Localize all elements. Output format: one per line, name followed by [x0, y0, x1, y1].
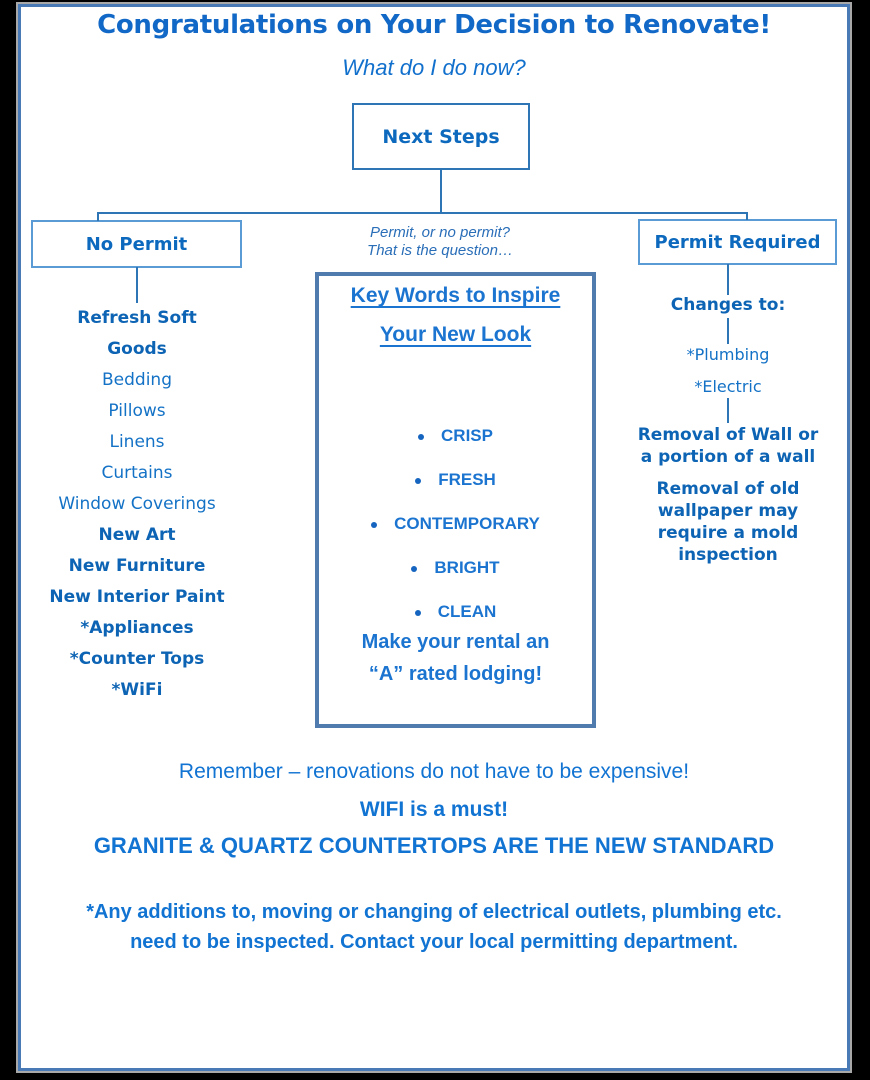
connector-permit-changes: [727, 264, 729, 295]
keywords-tagline: [319, 626, 592, 690]
wall-removal-note: [620, 424, 836, 468]
connector-drop-right: [746, 212, 748, 220]
connector-nextsteps-down: [440, 170, 442, 213]
page-subtitle: What do I do now?: [342, 55, 526, 80]
keyword-bullet-item: [319, 546, 592, 590]
no-permit-label: No Permit: [85, 233, 188, 255]
wallpaper-line1: Removal of old: [656, 479, 800, 499]
permit-item-electric: [620, 377, 836, 397]
permit-question-line2: That is the question…: [367, 242, 513, 259]
permit-required-label: Permit Required: [654, 231, 821, 253]
wall-removal-line1: Removal of Wall or: [637, 425, 819, 445]
connector-drop-left: [97, 212, 99, 221]
plumbing-label: *Plumbing: [686, 345, 770, 364]
keyword-label: CLEAN: [437, 602, 497, 621]
list-item: Linens: [109, 432, 165, 452]
keywords-bullet-list: [319, 414, 592, 634]
permit-question: [330, 224, 550, 260]
connector-nopermit-list: [136, 267, 138, 303]
keywords-tagline-line2: “A” rated lodging!: [368, 663, 543, 685]
keyword-bullet-item: [319, 502, 592, 546]
keywords-tagline-line1: Make your rental an: [361, 631, 550, 653]
connector-horizontal: [97, 212, 748, 214]
list-item: *Counter Tops: [69, 649, 205, 669]
keyword-label: BRIGHT: [434, 558, 500, 577]
list-item: New Art: [98, 525, 176, 545]
wallpaper-note: [620, 478, 836, 566]
wallpaper-line3: require a mold: [657, 523, 799, 543]
list-item: Bedding: [102, 370, 172, 390]
list-item: Refresh Soft: [77, 308, 197, 328]
keyword-bullet-item: [319, 458, 592, 502]
permit-question-line1: Permit, or no permit?: [369, 224, 511, 241]
bullet-icon: [411, 566, 417, 572]
list-item: Goods: [107, 339, 167, 359]
wallpaper-line2: wallpaper may: [657, 501, 799, 521]
wall-removal-line2: a portion of a wall: [640, 447, 816, 467]
permit-required-box: [638, 219, 837, 265]
bullet-icon: [371, 522, 377, 528]
connector-electric-removal: [727, 398, 729, 423]
footer-note-line1: *Any additions to, moving or changing of electrical outlets, plumbing etc.: [86, 901, 782, 923]
footer-wifi: WIFI is a must!: [359, 798, 509, 821]
keyword-label: FRESH: [438, 470, 496, 489]
footer-note-line2: need to be inspected. Contact your local permitting department.: [130, 931, 738, 953]
connector-changes-plumbing: [727, 318, 729, 344]
list-item: *Appliances: [80, 618, 194, 638]
keyword-bullet-item: [319, 414, 592, 458]
list-item: New Furniture: [68, 556, 206, 576]
keywords-title-line1: Key Words to Inspire: [350, 284, 561, 307]
list-item: New Interior Paint: [49, 587, 225, 607]
bullet-icon: [418, 434, 424, 440]
list-item: *WiFi: [111, 680, 163, 700]
bullet-icon: [415, 610, 421, 616]
next-steps-box: [352, 103, 530, 170]
page-title: Congratulations on Your Decision to Renovate!: [97, 10, 771, 40]
keywords-title-line2: Your New Look: [379, 323, 532, 346]
electric-label: *Electric: [694, 377, 762, 396]
wallpaper-line4: inspection: [678, 545, 778, 565]
footer-granite: GRANITE & QUARTZ COUNTERTOPS ARE THE NEW STANDARD: [93, 833, 775, 858]
permit-item-plumbing: [620, 345, 836, 365]
list-item: Window Coverings: [58, 494, 216, 514]
no-permit-list: [27, 303, 247, 706]
footer-remember: Remember – renovations do not have to be expensive!: [178, 760, 690, 783]
list-item: Pillows: [108, 401, 166, 421]
next-steps-label: Next Steps: [382, 125, 500, 148]
keyword-label: CONTEMPORARY: [394, 514, 540, 533]
bullet-icon: [415, 478, 421, 484]
list-item: Curtains: [101, 463, 173, 483]
footer-permit-note: [18, 897, 850, 957]
changes-heading: Changes to:: [670, 295, 786, 315]
no-permit-box: [31, 220, 242, 268]
keyword-label: CRISP: [441, 426, 493, 445]
